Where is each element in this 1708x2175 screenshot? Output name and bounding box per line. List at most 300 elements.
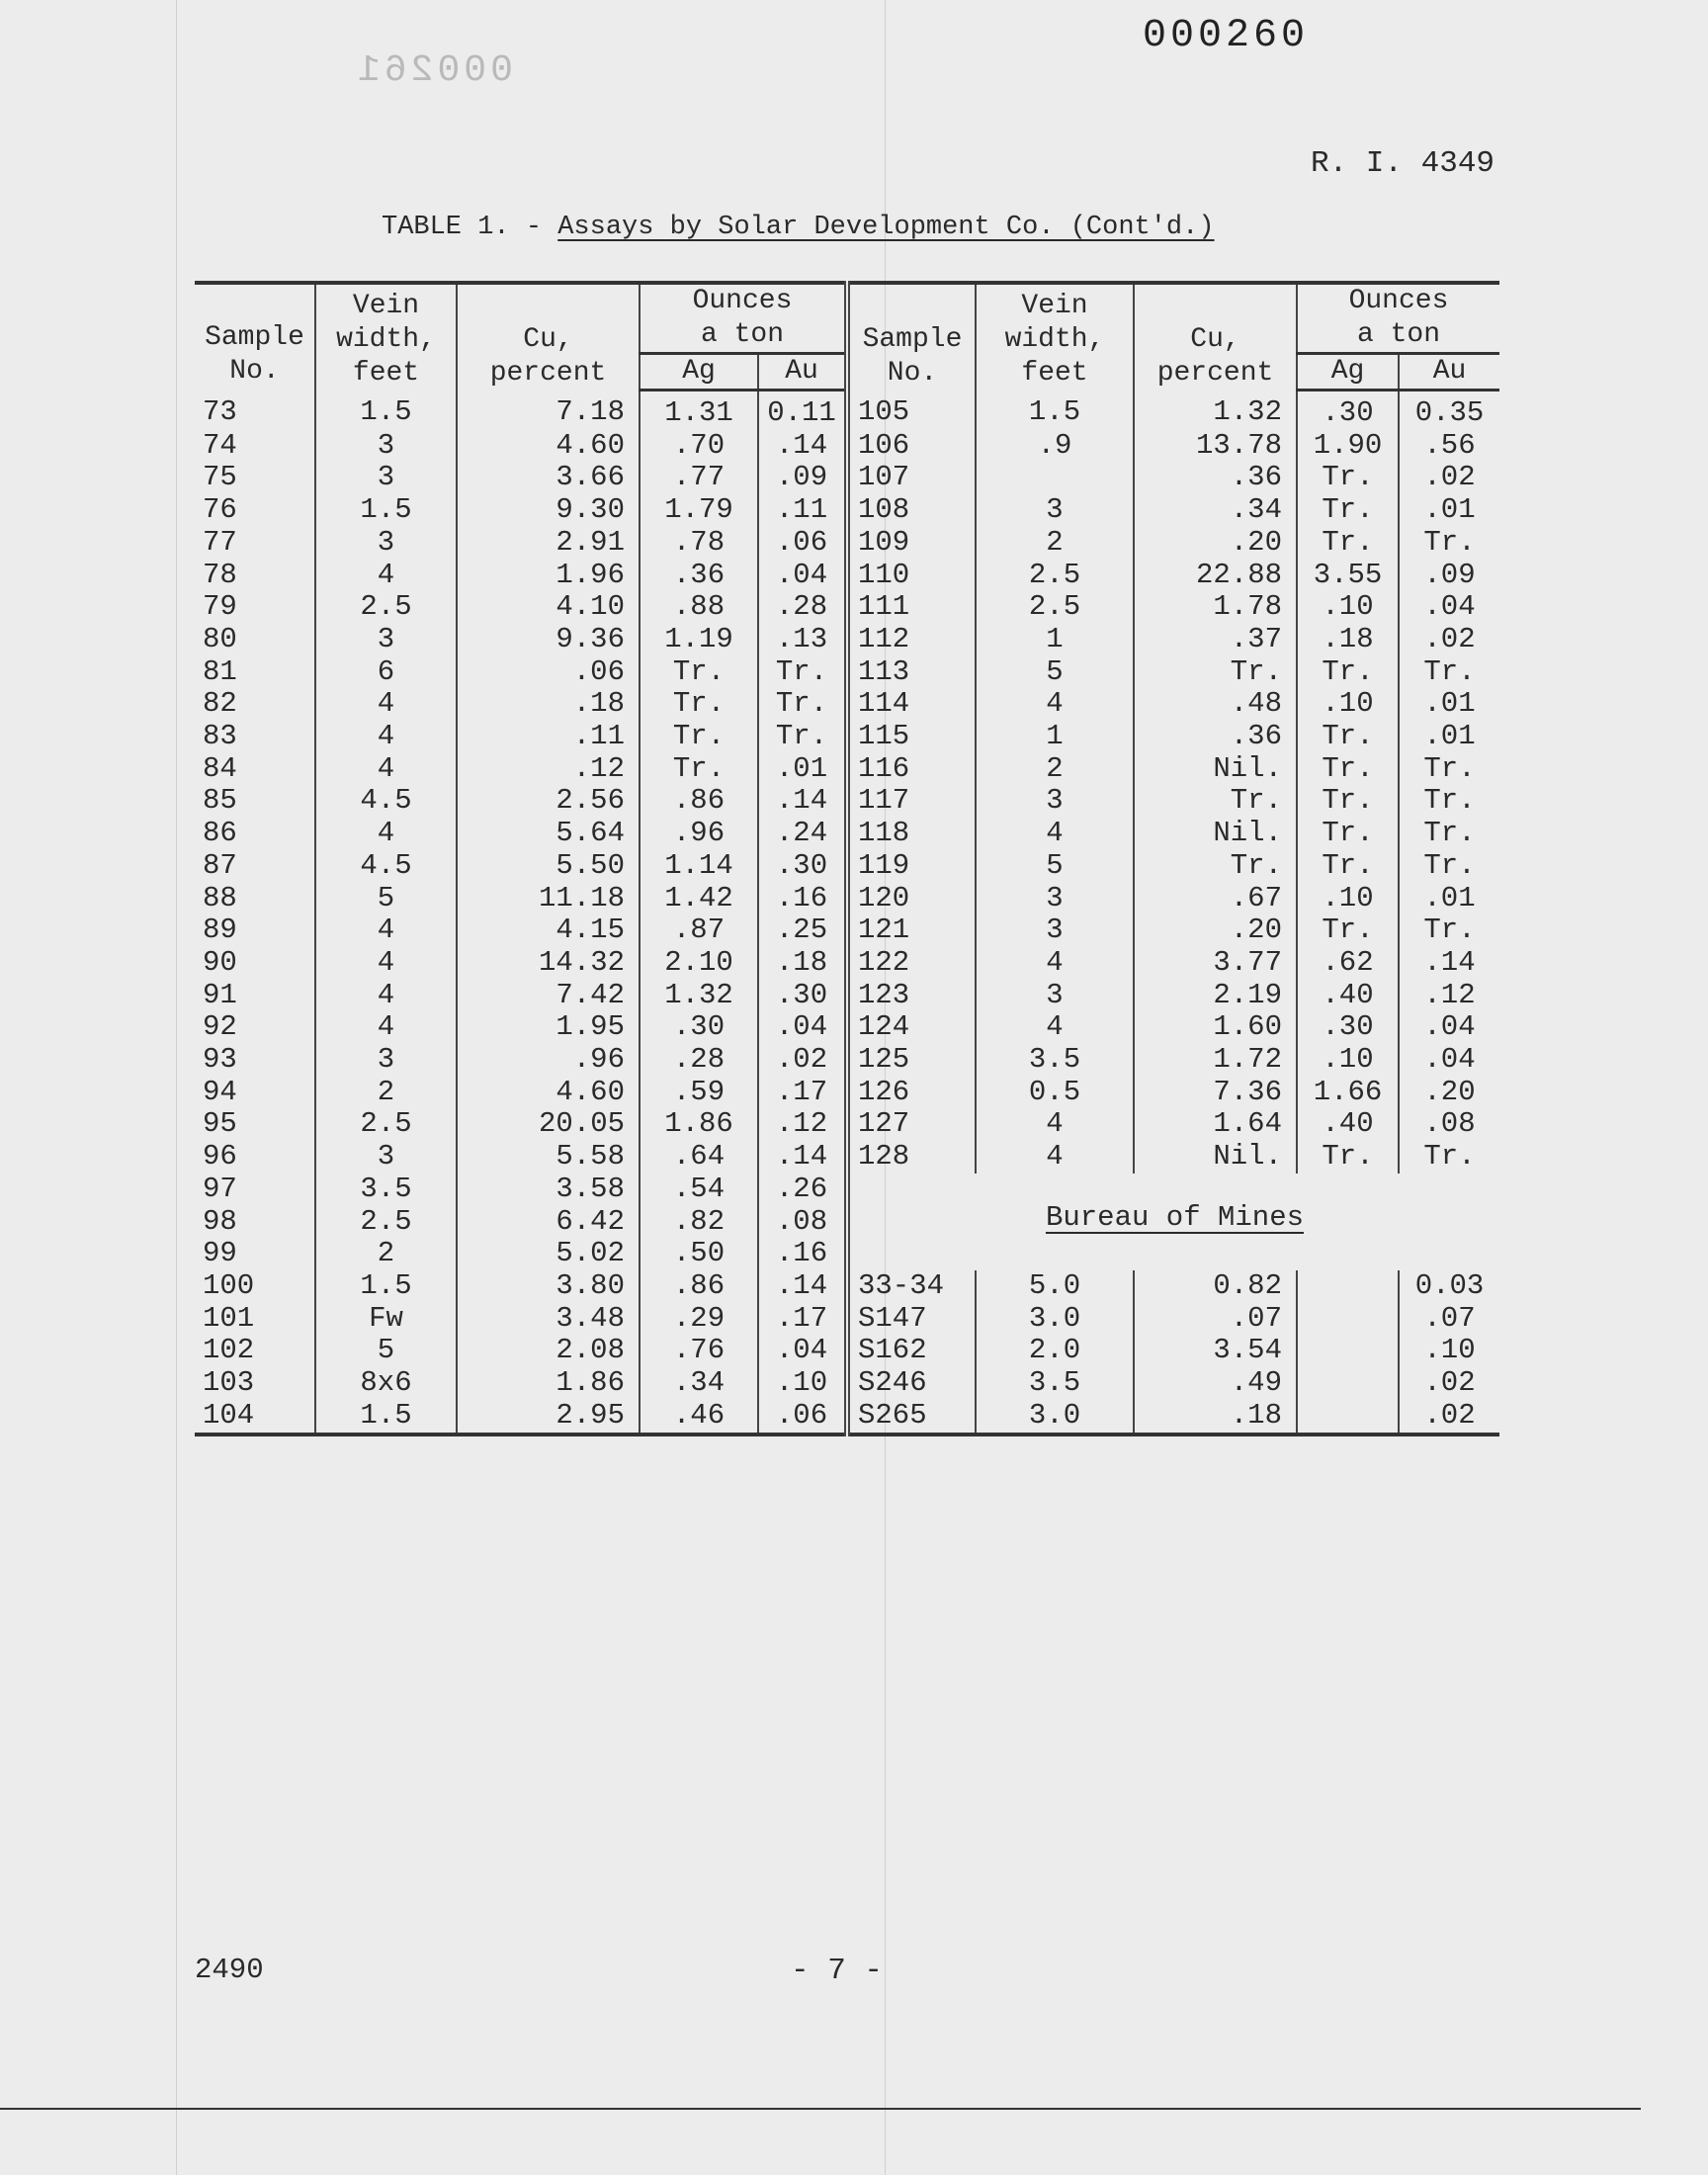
table-row: [195, 850, 1499, 883]
header-vein-width-right: Vein width, feet: [976, 283, 1134, 391]
cell-ag: .10: [1297, 883, 1399, 915]
cell-au: .06: [758, 527, 847, 560]
cell-sample: 95: [195, 1108, 315, 1141]
cell-ag: 3.55: [1297, 560, 1399, 592]
cell-vein-width: 4: [315, 980, 457, 1012]
cell-au: .09: [758, 462, 847, 494]
cell-sample: S265: [847, 1400, 976, 1435]
table-row: [195, 494, 1499, 527]
cell-cu: .06: [457, 656, 640, 689]
cell-ag: 1.32: [640, 980, 758, 1012]
cell-cu: 11.18: [457, 883, 640, 915]
cell-au: .01: [1423, 720, 1476, 753]
cell-vein-width: 3: [976, 785, 1134, 818]
cell-au: .01: [758, 753, 847, 786]
cell-vein-width: 3.5: [976, 1044, 1134, 1077]
cell-vein-width: 2: [976, 753, 1134, 786]
table-row: [195, 1335, 1499, 1367]
cell-au: .09: [1423, 558, 1476, 591]
cell-cu: 5.50: [457, 850, 640, 883]
cell-sample: 122: [847, 947, 976, 980]
table-title-prefix: TABLE 1. -: [382, 213, 558, 242]
cell-sample: 112: [847, 624, 976, 656]
cell-vein-width: 4: [315, 1011, 457, 1044]
table-row: [195, 980, 1499, 1012]
cell-ag: .46: [640, 1400, 758, 1435]
cell-cu: 7.42: [457, 980, 640, 1012]
cell-ag: .10: [1297, 1044, 1399, 1077]
cell-vein-width: 4: [315, 560, 457, 592]
cell-ag: .87: [640, 914, 758, 947]
cell-vein-width: 1: [976, 721, 1134, 753]
cell-cu: Nil.: [1134, 818, 1297, 850]
cell-au: .01: [1423, 687, 1476, 721]
cell-vein-width: 5: [315, 883, 457, 915]
cell-au: .16: [758, 883, 847, 915]
cell-au: .20: [1423, 1075, 1476, 1108]
cell-cu: 1.78: [1134, 591, 1297, 624]
cell-cu: 1.32: [1134, 391, 1297, 430]
cell-sample: 98: [195, 1206, 315, 1239]
cell-vein-width: 3.0: [976, 1400, 1134, 1435]
cell-sample: 91: [195, 980, 315, 1012]
cell-ag: Tr.: [1297, 785, 1399, 818]
cell-vein-width: 4: [976, 1108, 1134, 1141]
table-row: [195, 430, 1499, 463]
cell-sample: 89: [195, 914, 315, 947]
cell-cu: Nil.: [1134, 753, 1297, 786]
cell-au: Tr.: [1423, 914, 1476, 947]
cell-vein-width: 3: [976, 914, 1134, 947]
cell-au: .06: [758, 1400, 847, 1435]
cell-vein-width: 3: [315, 624, 457, 656]
cell-au: .08: [758, 1206, 847, 1239]
cell-ag: .82: [640, 1206, 758, 1239]
cell-sample: 108: [847, 494, 976, 527]
cell-ag: [1297, 1400, 1399, 1435]
cell-cu: 2.91: [457, 527, 640, 560]
bureau-of-mines-label: [847, 1174, 1499, 1270]
header-cu-percent-right: Cu, percent: [1134, 283, 1297, 391]
cell-sample: S246: [847, 1367, 976, 1400]
cell-au: .13: [758, 624, 847, 656]
cell-vein-width: 2: [315, 1077, 457, 1109]
cell-cu: .96: [457, 1044, 640, 1077]
cell-ag: .36: [640, 560, 758, 592]
cell-au: .30: [758, 980, 847, 1012]
cell-sample: 94: [195, 1077, 315, 1109]
cell-au: .10: [1423, 1334, 1476, 1367]
cell-ag: 1.66: [1297, 1077, 1399, 1109]
cell-ag: 1.31: [640, 391, 758, 430]
header-ag-right: Ag: [1297, 354, 1399, 391]
cell-cu: 4.10: [457, 591, 640, 624]
cell-cu: .20: [1134, 914, 1297, 947]
table-row: [195, 753, 1499, 786]
cell-sample: 90: [195, 947, 315, 980]
table-row: [195, 1077, 1499, 1109]
cell-sample: 96: [195, 1141, 315, 1174]
cell-cu: .12: [457, 753, 640, 786]
cell-cu: 22.88: [1134, 560, 1297, 592]
cell-au: Tr.: [1423, 817, 1476, 850]
cell-au: Tr.: [1423, 1140, 1476, 1174]
cell-cu: 20.05: [457, 1108, 640, 1141]
cell-vein-width: 4: [976, 1011, 1134, 1044]
cell-vein-width: 4: [315, 914, 457, 947]
cell-au: .26: [758, 1174, 847, 1206]
cell-sample: 101: [195, 1303, 315, 1336]
cell-au: .17: [758, 1077, 847, 1109]
cell-ag: .28: [640, 1044, 758, 1077]
header-au: Au: [758, 354, 847, 391]
cell-vein-width: 3: [315, 430, 457, 463]
cell-au: 0.03: [1414, 1268, 1485, 1302]
cell-cu: 1.64: [1134, 1108, 1297, 1141]
cell-sample: 74: [195, 430, 315, 463]
cell-au: Tr.: [1423, 784, 1476, 818]
cell-au: 0.11: [758, 391, 847, 430]
table-row: [195, 1303, 1499, 1336]
cell-au: .12: [758, 1108, 847, 1141]
cell-ag: 1.42: [640, 883, 758, 915]
cell-vein-width: 3: [315, 1141, 457, 1174]
cell-cu: 1.95: [457, 1011, 640, 1044]
cell-sample: 114: [847, 688, 976, 721]
cell-vein-width: 2.5: [315, 591, 457, 624]
cell-cu: .48: [1134, 688, 1297, 721]
cell-au: .14: [1423, 945, 1476, 979]
cell-sample: 115: [847, 721, 976, 753]
cell-cu: 1.60: [1134, 1011, 1297, 1044]
cell-vein-width: 2: [315, 1238, 457, 1270]
cell-sample: 97: [195, 1174, 315, 1206]
cell-au: .02: [758, 1044, 847, 1077]
cell-ag: .88: [640, 591, 758, 624]
cell-vein-width: 4.5: [315, 850, 457, 883]
cell-sample: S147: [847, 1303, 976, 1336]
cell-sample: 104: [195, 1400, 315, 1435]
cell-vein-width: 5: [976, 850, 1134, 883]
cell-sample: 82: [195, 688, 315, 721]
cell-au: Tr.: [758, 688, 847, 721]
header-ounces-a-ton: Ounces a ton: [640, 283, 847, 354]
header-ag: Ag: [640, 354, 758, 391]
cell-au: .02: [1423, 1366, 1476, 1400]
page-number: - 7 -: [791, 1954, 884, 1988]
cell-sample: 120: [847, 883, 976, 915]
cell-au: .12: [1423, 978, 1476, 1011]
cell-sample: 77: [195, 527, 315, 560]
cell-sample: 100: [195, 1270, 315, 1303]
cell-vein-width: 8x6: [315, 1367, 457, 1400]
cell-cu: 6.42: [457, 1206, 640, 1239]
header-cu-percent: Cu, percent: [457, 283, 640, 391]
cell-sample: 86: [195, 818, 315, 850]
cell-au: Tr.: [758, 656, 847, 689]
cell-vein-width: 3.5: [315, 1174, 457, 1206]
footer-code: 2490: [195, 1954, 264, 1986]
bleed-through-stamp: 000261: [354, 49, 513, 92]
table-row: [195, 721, 1499, 753]
table-row: [195, 391, 1499, 430]
cell-au: .01: [1423, 493, 1476, 527]
cell-sample: 102: [195, 1335, 315, 1367]
cell-vein-width: 3: [315, 527, 457, 560]
table-row: [195, 560, 1499, 592]
cell-au: .10: [758, 1367, 847, 1400]
cell-sample: 116: [847, 753, 976, 786]
cell-cu: 0.82: [1134, 1270, 1297, 1303]
cell-sample: 93: [195, 1044, 315, 1077]
cell-vein-width: Fw: [315, 1303, 457, 1336]
cell-au: .14: [758, 1141, 847, 1174]
table-row: [195, 624, 1499, 656]
table-row: [195, 1367, 1499, 1400]
header-au-right: Au: [1399, 354, 1499, 391]
cell-ag: Tr.: [1297, 494, 1399, 527]
cell-vein-width: 4: [315, 721, 457, 753]
cell-vein-width: 4.5: [315, 785, 457, 818]
cell-vein-width: 3: [315, 1044, 457, 1077]
cell-cu: 1.96: [457, 560, 640, 592]
cell-ag: .86: [640, 785, 758, 818]
cell-cu: 3.54: [1134, 1335, 1297, 1367]
header-sample-no-right: Sample No.: [847, 283, 976, 391]
cell-ag: .78: [640, 527, 758, 560]
cell-au: Tr.: [1423, 654, 1476, 688]
cell-sample: 79: [195, 591, 315, 624]
cell-vein-width: 3: [976, 494, 1134, 527]
cell-ag: .30: [640, 1011, 758, 1044]
cell-cu: 9.30: [457, 494, 640, 527]
cell-au: .17: [758, 1303, 847, 1336]
cell-ag: .64: [640, 1141, 758, 1174]
cell-sample: 78: [195, 560, 315, 592]
table-row: [195, 1400, 1499, 1435]
cell-cu: 1.86: [457, 1367, 640, 1400]
table-row: [195, 656, 1499, 689]
cell-au: Tr.: [1423, 848, 1476, 882]
cell-sample: 103: [195, 1367, 315, 1400]
cell-au: .07: [1423, 1301, 1476, 1335]
cell-vein-width: 5: [976, 656, 1134, 689]
cell-au: Tr.: [758, 721, 847, 753]
cell-ag: Tr.: [1297, 527, 1399, 560]
cell-vein-width: 2.0: [976, 1335, 1134, 1367]
cell-cu: 3.80: [457, 1270, 640, 1303]
cell-ag: 1.79: [640, 494, 758, 527]
cell-au: .30: [758, 850, 847, 883]
cell-au: .04: [1423, 1010, 1476, 1044]
cell-ag: .50: [640, 1238, 758, 1270]
cell-vein-width: 1.5: [315, 1270, 457, 1303]
cell-sample: 113: [847, 656, 976, 689]
cell-vein-width: 2.5: [976, 560, 1134, 592]
cell-ag: [1297, 1367, 1399, 1400]
cell-vein-width: 1.5: [315, 1400, 457, 1435]
cell-cu: .20: [1134, 527, 1297, 560]
cell-sample: 76: [195, 494, 315, 527]
cell-sample: 123: [847, 980, 976, 1012]
cell-sample: S162: [847, 1335, 976, 1367]
cell-ag: Tr.: [1297, 721, 1399, 753]
cell-ag: 1.90: [1297, 430, 1399, 463]
cell-ag: Tr.: [640, 688, 758, 721]
cell-cu: 2.56: [457, 785, 640, 818]
cell-cu: .49: [1134, 1367, 1297, 1400]
table-title: [382, 213, 1215, 242]
cell-vein-width: 4: [976, 688, 1134, 721]
report-id: R. I. 4349: [1311, 146, 1495, 181]
assay-table: [195, 281, 1499, 1436]
cell-cu: 7.36: [1134, 1077, 1297, 1109]
cell-au: .02: [1423, 622, 1476, 655]
cell-ag: .40: [1297, 980, 1399, 1012]
cell-sample: 126: [847, 1077, 976, 1109]
cell-ag: .40: [1297, 1108, 1399, 1141]
cell-au: .01: [1423, 881, 1476, 914]
cell-ag: Tr.: [640, 656, 758, 689]
cell-au: .56: [1423, 428, 1476, 462]
table-row: [195, 1270, 1499, 1303]
cell-sample: 85: [195, 785, 315, 818]
cell-vein-width: 3: [976, 883, 1134, 915]
cell-ag: .54: [640, 1174, 758, 1206]
cell-vein-width: 5: [315, 1335, 457, 1367]
cell-ag: Tr.: [1297, 914, 1399, 947]
cell-cu: Tr.: [1134, 785, 1297, 818]
cell-cu: 2.95: [457, 1400, 640, 1435]
cell-au: .14: [758, 1270, 847, 1303]
cell-ag: [1297, 1303, 1399, 1336]
table-header: [195, 283, 1499, 391]
cell-sample: 125: [847, 1044, 976, 1077]
cell-sample: 118: [847, 818, 976, 850]
cell-cu: Nil.: [1134, 1141, 1297, 1174]
table-row: [195, 688, 1499, 721]
cell-sample: 128: [847, 1141, 976, 1174]
cell-sample: 73: [195, 391, 315, 430]
cell-ag: .29: [640, 1303, 758, 1336]
table-row: [195, 1044, 1499, 1077]
cell-cu: 7.18: [457, 391, 640, 430]
cell-ag: Tr.: [1297, 1141, 1399, 1174]
table-body: [195, 391, 1499, 1435]
cell-cu: 5.02: [457, 1238, 640, 1270]
cell-vein-width: 1.5: [315, 391, 457, 430]
cell-cu: 4.15: [457, 914, 640, 947]
cell-vein-width: 2: [976, 527, 1134, 560]
table-row: [195, 1108, 1499, 1141]
cell-ag: [1297, 1270, 1399, 1303]
table-row: [195, 914, 1499, 947]
cell-ag: 1.19: [640, 624, 758, 656]
cell-cu: .37: [1134, 624, 1297, 656]
cell-ag: .59: [640, 1077, 758, 1109]
cell-sample: 121: [847, 914, 976, 947]
cell-sample: 75: [195, 462, 315, 494]
cell-sample: 124: [847, 1011, 976, 1044]
cell-sample: 87: [195, 850, 315, 883]
cell-au: .04: [758, 1335, 847, 1367]
cell-ag: .86: [640, 1270, 758, 1303]
cell-vein-width: 0.5: [976, 1077, 1134, 1109]
cell-au: .04: [758, 560, 847, 592]
cell-au: .02: [1423, 1398, 1476, 1432]
cell-cu: 3.66: [457, 462, 640, 494]
cell-cu: .36: [1134, 721, 1297, 753]
header-ounces-a-ton-right: Ounces a ton: [1297, 283, 1499, 354]
cell-cu: 1.72: [1134, 1044, 1297, 1077]
cell-cu: .67: [1134, 883, 1297, 915]
cell-ag: Tr.: [1297, 850, 1399, 883]
cell-ag: .34: [640, 1367, 758, 1400]
cell-au: .11: [758, 494, 847, 527]
cell-vein-width: 2.5: [315, 1108, 457, 1141]
cell-cu: .07: [1134, 1303, 1297, 1336]
table-row: [195, 1011, 1499, 1044]
cell-sample: 81: [195, 656, 315, 689]
table-row: [195, 947, 1499, 980]
cell-au: .16: [758, 1238, 847, 1270]
cell-cu: 5.58: [457, 1141, 640, 1174]
cell-cu: 4.60: [457, 430, 640, 463]
cell-ag: Tr.: [640, 721, 758, 753]
cell-cu: 4.60: [457, 1077, 640, 1109]
cell-ag: Tr.: [1297, 753, 1399, 786]
cell-cu: .18: [457, 688, 640, 721]
cell-cu: 3.58: [457, 1174, 640, 1206]
cell-ag: 1.86: [640, 1108, 758, 1141]
table-row: [195, 1174, 1499, 1206]
cell-sample: 83: [195, 721, 315, 753]
cell-vein-width: 4: [976, 947, 1134, 980]
header-vein-width: Vein width, feet: [315, 283, 457, 391]
cell-cu: 13.78: [1134, 430, 1297, 463]
cell-vein-width: 4: [315, 818, 457, 850]
cell-sample: 107: [847, 462, 976, 494]
cell-au: .04: [758, 1011, 847, 1044]
cell-ag: .18: [1297, 624, 1399, 656]
cell-vein-width: .9: [976, 430, 1134, 463]
cell-sample: 109: [847, 527, 976, 560]
cell-cu: Tr.: [1134, 656, 1297, 689]
cell-au: .04: [1423, 1043, 1476, 1077]
cell-au: .25: [758, 914, 847, 947]
cell-vein-width: 4: [315, 688, 457, 721]
bottom-rule: [0, 2108, 1641, 2110]
cell-ag: .10: [1297, 688, 1399, 721]
cell-ag: Tr.: [1297, 818, 1399, 850]
cell-vein-width: [976, 462, 1134, 494]
cell-vein-width: 2.5: [976, 591, 1134, 624]
cell-vein-width: 2.5: [315, 1206, 457, 1239]
cell-au: .14: [758, 430, 847, 463]
cell-sample: 88: [195, 883, 315, 915]
cell-vein-width: 5.0: [976, 1270, 1134, 1303]
cell-au: .28: [758, 591, 847, 624]
cell-au: .08: [1423, 1107, 1476, 1141]
cell-cu: 2.19: [1134, 980, 1297, 1012]
cell-au: .02: [1423, 461, 1476, 494]
table-row: [195, 591, 1499, 624]
cell-vein-width: 4: [315, 947, 457, 980]
cell-cu: 5.64: [457, 818, 640, 850]
cell-ag: Tr.: [640, 753, 758, 786]
cell-au: .18: [758, 947, 847, 980]
cell-ag: .96: [640, 818, 758, 850]
